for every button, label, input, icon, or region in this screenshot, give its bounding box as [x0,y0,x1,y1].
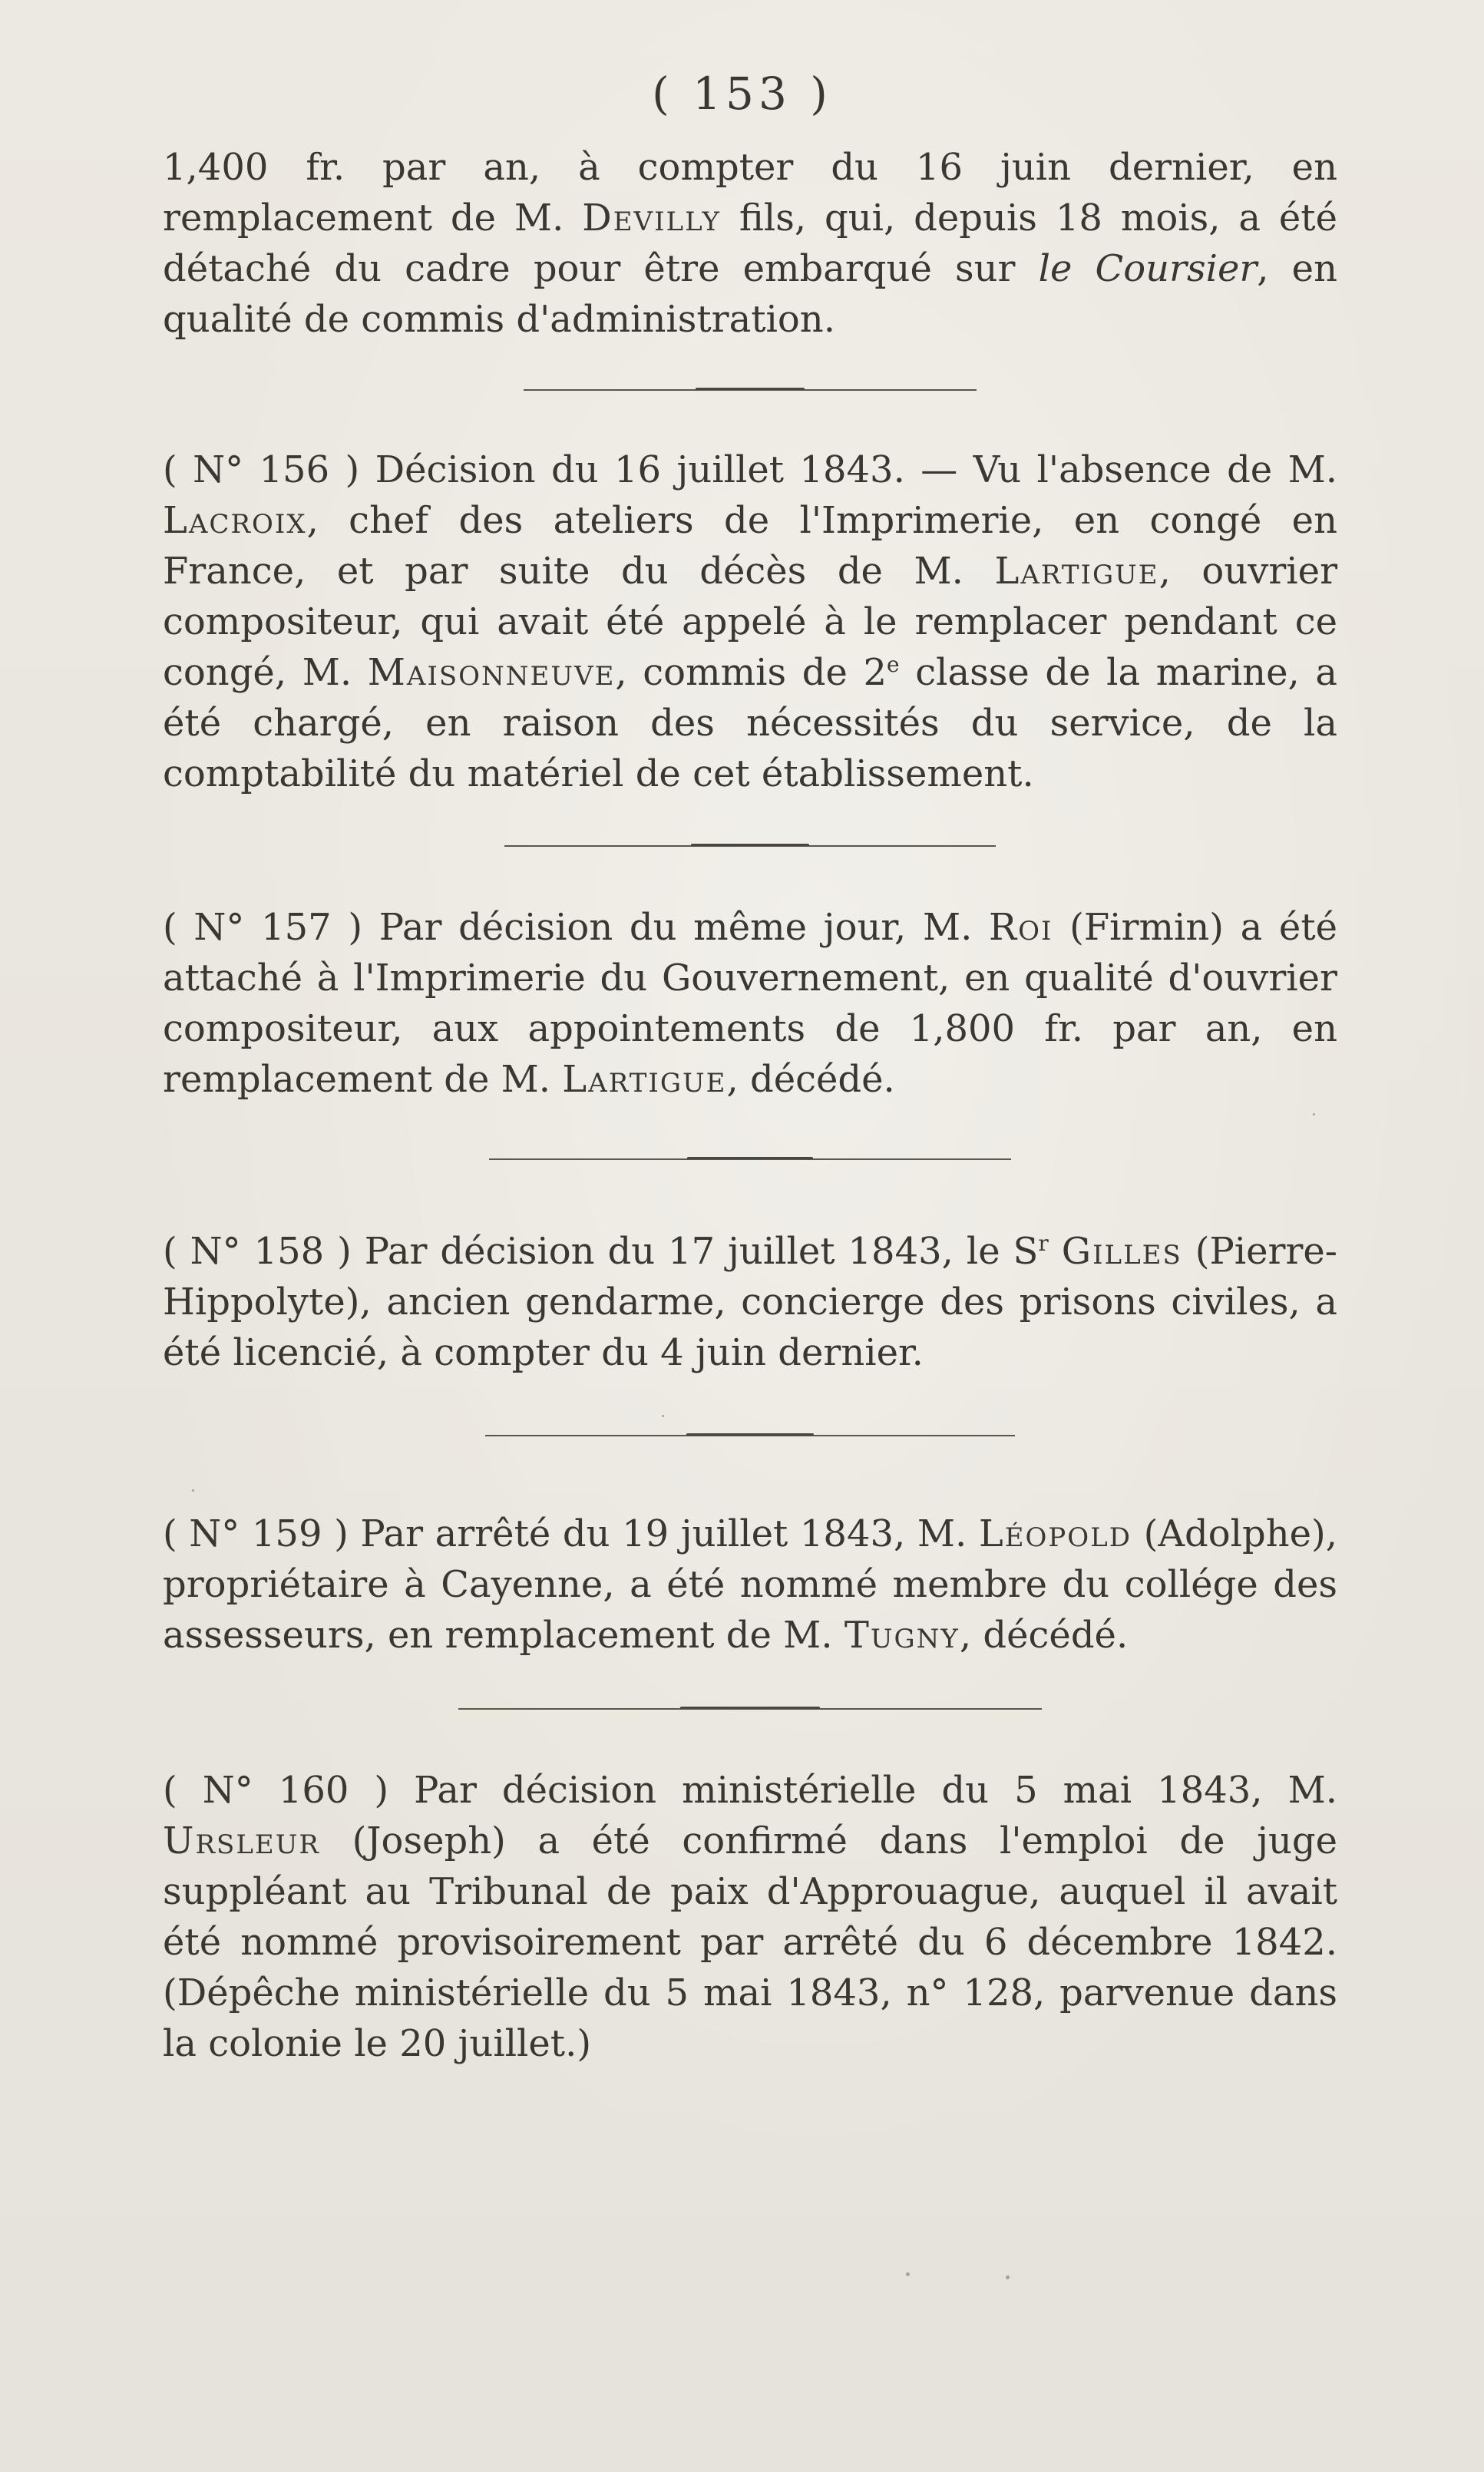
entry-text-part: Décision du 16 juillet 1843. — Vu l'absence de M. [359,448,1338,491]
entry-number: ( N° 159 ) [163,1512,349,1555]
section-divider [524,389,977,391]
entry-text [163,1226,1337,1378]
entry-156 [163,444,1337,799]
entry-text [163,1509,1337,1661]
intro-text-b: fils, qui, depuis 18 mois, a été détaché du cadre pour être embarqué sur [163,197,1337,290]
page-number: ( 153 ) [652,68,832,120]
person-name: Roi [989,906,1053,949]
superscript: r [1038,1231,1049,1256]
ink-speck [1006,2275,1010,2279]
intro-paragraph [163,142,1337,345]
entry-text-part: Par décision du même jour, M. [362,906,990,949]
section-divider [458,1708,1042,1710]
entry-text-part: Par décision ministérielle du 5 mai 1843, M. [388,1769,1338,1812]
entry-number: ( N° 158 ) [163,1230,352,1273]
section-divider [485,1435,1015,1436]
entry-text-part: , ouvrier compositeur, qui avait été appelé à le remplacer pendant ce congé, M. [163,550,1338,694]
entry-160 [163,1765,1337,2069]
person-name: Lartigue [562,1058,727,1101]
entry-text-part: classe de la marine, a été chargé, en raison des nécessités du service, de la comptabilité du matériel de cet établissement. [163,651,1338,795]
entry-text-part: Par décision du 17 juillet 1843, le S [351,1230,1039,1273]
entry-text-part: , commis de 2 [615,651,887,694]
superscript: e [887,652,900,677]
section-divider [489,1158,1011,1160]
person-name: Tugny [844,1614,960,1657]
entry-number: ( N° 160 ) [163,1769,389,1812]
entry-text [163,1765,1337,2069]
entry-text-part: , chef des ateliers de l'Imprimerie, en congé en France, et par suite du décès de M. [163,499,1337,593]
person-name: Devilly [582,197,721,240]
entry-159 [163,1509,1337,1661]
section-divider [504,845,996,847]
person-name: Lartigue [994,550,1159,593]
person-name: Ursleur [163,1819,320,1862]
person-name: Léopold [978,1512,1132,1555]
entry-158 [163,1226,1337,1378]
entry-text-part: , décédé. [959,1614,1129,1657]
entry-157 [163,902,1337,1105]
entry-number: ( N° 157 ) [163,906,363,949]
person-name: Gilles [1061,1230,1182,1273]
entry-text-part: (Firmin) a été attaché à l'Imprimerie du Gouvernement, en qualité d'ouvrier compositeur, aux appointements de 1,800 fr. par an, en remplacement de M. [163,906,1338,1101]
entry-text-part: , décédé. [726,1058,895,1101]
entry-text [163,902,1337,1105]
intro-text-a: 1,400 fr. par an, à compter du 16 juin dernier, en remplacement de M. [163,146,1337,240]
text-column [163,142,1337,2069]
person-name: Maisonneuve [367,651,616,694]
ink-speck [662,1415,664,1417]
entry-text-part: (Joseph) a été confirmé dans l'emploi de juge suppléant au Tribunal de paix d'Approuague, auquel il avait été nommé provisoirement par arrêté du 6 décembre 1842. (Dépêche ministérielle du 5 mai 1843, n° 128, parvenue dans la colonie le 20 juillet.) [163,1819,1337,2065]
person-name: Lacroix [163,499,307,542]
intro-text-c: , en qualité de commis d'administration. [163,247,1337,341]
ink-speck [192,1489,194,1492]
entry-text [163,444,1337,799]
ship-name: le Coursier [1038,247,1258,290]
entry-text-part: (Pierre-Hippolyte), ancien gendarme, concierge des prisons civiles, a été licencié, à compter du 4 juin dernier. [163,1230,1338,1374]
ink-speck [1313,1113,1315,1115]
entry-number: ( N° 156 ) [163,448,360,491]
ink-speck [906,2272,910,2276]
entry-text-part: (Adolphe), propriétaire à Cayenne, a été nommé membre du collége des assesseurs, en remplacement de M. [163,1512,1338,1657]
entry-text-part: Par arrêté du 19 juillet 1843, M. [348,1512,979,1555]
